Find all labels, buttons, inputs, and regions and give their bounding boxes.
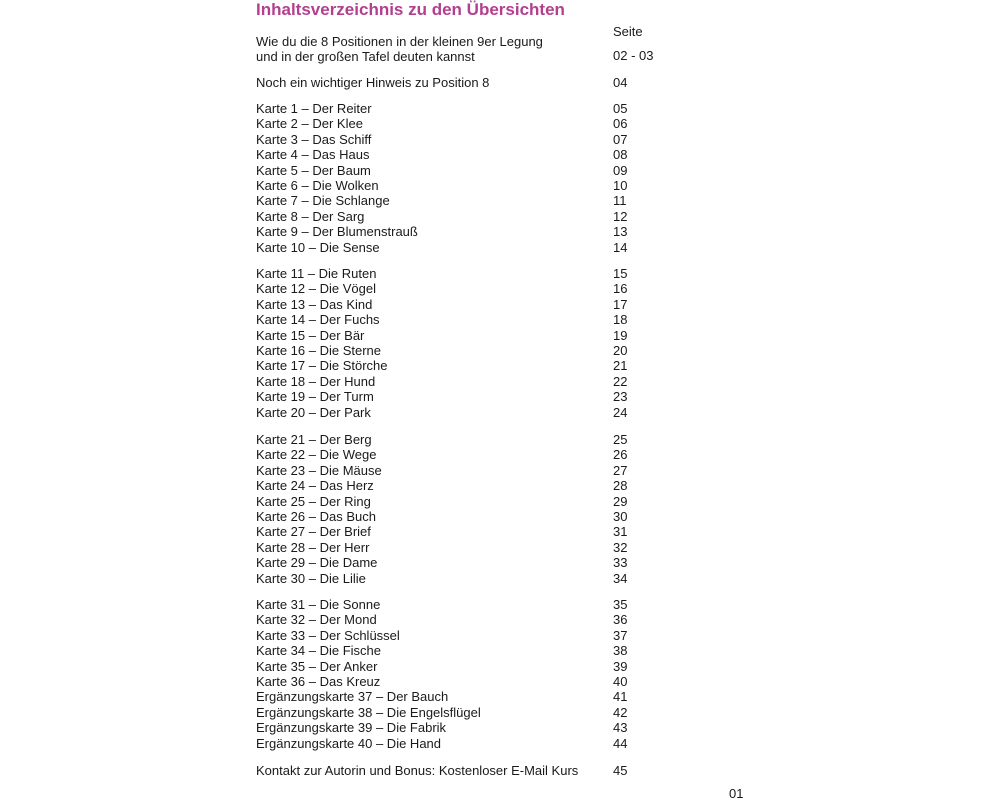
entry-page: 04 [613, 75, 628, 90]
entry-label: Karte 28 – Der Herr [256, 539, 370, 555]
entry-page: 20 [613, 343, 628, 358]
toc-entry[interactable] [256, 343, 676, 359]
entry-page: 30 [613, 509, 628, 524]
entry-page: 35 [613, 597, 628, 612]
entry-page: 16 [613, 281, 628, 297]
toc-entry[interactable] [256, 224, 676, 240]
toc-entry-hinweis[interactable] [256, 75, 676, 91]
toc-title: Inhaltsverzeichnis zu den Übersichten [256, 0, 565, 19]
toc-entry[interactable] [256, 116, 676, 132]
entry-label: Karte 1 – Der Reiter [256, 101, 372, 116]
entry-label: Karte 29 – Die Dame [256, 555, 378, 571]
intro-line-2: und in der großen Tafel deuten kannst [256, 49, 475, 64]
toc-entry-kontakt[interactable] [256, 763, 676, 779]
toc-entry[interactable] [256, 597, 676, 613]
entry-label: Karte 30 – Die Lilie [256, 570, 366, 586]
toc-entry[interactable] [256, 571, 676, 587]
entry-page: 43 [613, 720, 628, 736]
entry-page: 25 [613, 432, 628, 447]
toc-entry[interactable] [256, 193, 676, 209]
entry-page: 40 [613, 674, 628, 689]
entry-page: 21 [613, 358, 628, 374]
toc-entry[interactable] [256, 509, 676, 525]
toc-entry[interactable] [256, 494, 676, 510]
toc-entry[interactable] [256, 555, 676, 571]
page-column-label: Seite [613, 24, 643, 39]
toc-entry[interactable] [256, 101, 676, 117]
entry-label: Karte 16 – Die Sterne [256, 343, 382, 358]
toc-entry[interactable] [256, 389, 676, 405]
entry-page: 08 [613, 147, 628, 163]
toc-entry[interactable] [256, 132, 676, 148]
toc-entry[interactable] [256, 540, 676, 556]
entry-page: 10 [613, 178, 628, 193]
entry-page: 13 [613, 224, 628, 240]
entry-page: 05 [613, 101, 628, 116]
entry-label: Karte 21 – Der Berg [256, 432, 372, 447]
entry-page: 26 [613, 447, 628, 463]
entry-page: 23 [613, 389, 628, 405]
entry-label: Karte 2 – Der Klee [256, 116, 363, 132]
toc-entry[interactable] [256, 209, 676, 225]
entry-label: Karte 19 – Der Turm [256, 389, 374, 405]
entry-label: Ergänzungskarte 40 – Die Hand [256, 735, 442, 751]
entry-label: Karte 26 – Das Buch [256, 509, 376, 524]
entry-page: 45 [613, 763, 628, 778]
entry-label: Ergänzungskarte 37 – Der Bauch [256, 689, 449, 705]
entry-page: 17 [613, 296, 628, 312]
entry-label: Ergänzungskarte 39 – Die Fabrik [256, 720, 447, 736]
toc-entry[interactable] [256, 297, 676, 313]
entry-label: Karte 5 – Der Baum [256, 162, 371, 178]
entry-label: Karte 17 – Die Störche [256, 358, 388, 374]
toc-entry[interactable] [256, 281, 676, 297]
entry-label: Noch ein wichtiger Hinweis zu Position 8 [256, 75, 490, 90]
entry-page: 33 [613, 555, 628, 571]
entry-label: Karte 7 – Die Schlange [256, 193, 390, 209]
entry-label: Karte 27 – Der Brief [256, 524, 371, 540]
entry-page: 31 [613, 524, 628, 540]
entry-page: 42 [613, 704, 628, 720]
toc-entry[interactable] [256, 147, 676, 163]
toc-entry[interactable] [256, 374, 676, 390]
entry-page: 28 [613, 478, 628, 494]
entry-label: Karte 35 – Der Anker [256, 658, 378, 674]
toc-entry[interactable] [256, 266, 676, 282]
entry-label: Karte 23 – Die Mäuse [256, 462, 382, 478]
toc-entry[interactable] [256, 705, 676, 721]
intro-line-1: Wie du die 8 Positionen in der kleinen 9er Legung [256, 34, 543, 49]
entry-label: Karte 36 – Das Kreuz [256, 674, 381, 689]
entry-page: 24 [613, 404, 628, 420]
entry-page: 34 [613, 570, 628, 586]
entry-label: Karte 34 – Die Fische [256, 643, 382, 659]
entry-label: Karte 14 – Der Fuchs [256, 312, 380, 328]
entry-page: 12 [613, 208, 628, 224]
entry-label: Karte 20 – Der Park [256, 404, 371, 420]
toc-entry[interactable] [256, 659, 676, 675]
toc-entry[interactable] [256, 312, 676, 328]
entry-page: 19 [613, 327, 628, 343]
page-number: 01 [729, 786, 744, 801]
entry-label: Karte 11 – Die Ruten [256, 266, 377, 281]
toc-entry[interactable] [256, 612, 676, 628]
toc-entry[interactable] [256, 463, 676, 479]
toc-entry[interactable] [256, 689, 676, 705]
entry-page: 15 [613, 266, 628, 281]
entry-page: 37 [613, 627, 628, 643]
toc-entry[interactable] [256, 643, 676, 659]
entry-page: 36 [613, 612, 628, 628]
toc-entry[interactable] [256, 628, 676, 644]
entry-label: Karte 13 – Das Kind [256, 296, 373, 312]
toc-entry[interactable] [256, 163, 676, 179]
entry-label: Karte 9 – Der Blumenstrauß [256, 224, 418, 240]
entry-page: 41 [613, 689, 628, 705]
entry-label: Karte 33 – Der Schlüssel [256, 627, 400, 643]
toc-entry[interactable] [256, 524, 676, 540]
entry-page: 29 [613, 493, 628, 509]
entry-page: 22 [613, 373, 628, 389]
toc-entry[interactable] [256, 736, 676, 752]
entry-label: Karte 32 – Der Mond [256, 612, 377, 628]
toc-entry[interactable] [256, 674, 676, 690]
toc-entry[interactable] [256, 240, 676, 256]
entry-label: Karte 8 – Der Sarg [256, 208, 365, 224]
entry-page: 32 [613, 539, 628, 555]
entry-label: Kontakt zur Autorin und Bonus: Kostenloser E-Mail Kurs [256, 763, 579, 778]
entry-page: 38 [613, 643, 628, 659]
toc-entry[interactable] [256, 358, 676, 374]
entry-label: Karte 31 – Die Sonne [256, 597, 381, 612]
entry-label: Karte 12 – Die Vögel [256, 281, 376, 297]
entry-page: 44 [613, 735, 628, 751]
entry-label: Karte 10 – Die Sense [256, 239, 380, 255]
entry-label: Karte 15 – Der Bär [256, 327, 365, 343]
entry-page: 14 [613, 239, 628, 255]
entry-label: Karte 18 – Der Hund [256, 373, 376, 389]
toc-entry[interactable] [256, 328, 676, 344]
entry-page: 07 [613, 131, 628, 147]
entry-page: 09 [613, 162, 628, 178]
toc-entry[interactable] [256, 447, 676, 463]
entry-label: Karte 24 – Das Herz [256, 478, 374, 494]
entry-page: 06 [613, 116, 628, 132]
entry-page: 39 [613, 658, 628, 674]
toc-entry[interactable] [256, 178, 676, 194]
intro-page: 02 - 03 [613, 48, 654, 63]
entry-label: Karte 22 – Die Wege [256, 447, 377, 463]
entry-label: Karte 25 – Der Ring [256, 493, 371, 509]
toc-entry[interactable] [256, 478, 676, 494]
entry-page: 11 [613, 193, 627, 209]
entry-page: 18 [613, 312, 628, 328]
entry-page: 27 [613, 462, 628, 478]
toc-entry[interactable] [256, 720, 676, 736]
entry-label: Karte 6 – Die Wolken [256, 178, 379, 193]
toc-entry[interactable] [256, 432, 676, 448]
entry-label: Ergänzungskarte 38 – Die Engelsflügel [256, 704, 481, 720]
entry-label: Karte 4 – Das Haus [256, 147, 370, 163]
toc-entry[interactable] [256, 405, 676, 421]
entry-label: Karte 3 – Das Schiff [256, 131, 372, 147]
